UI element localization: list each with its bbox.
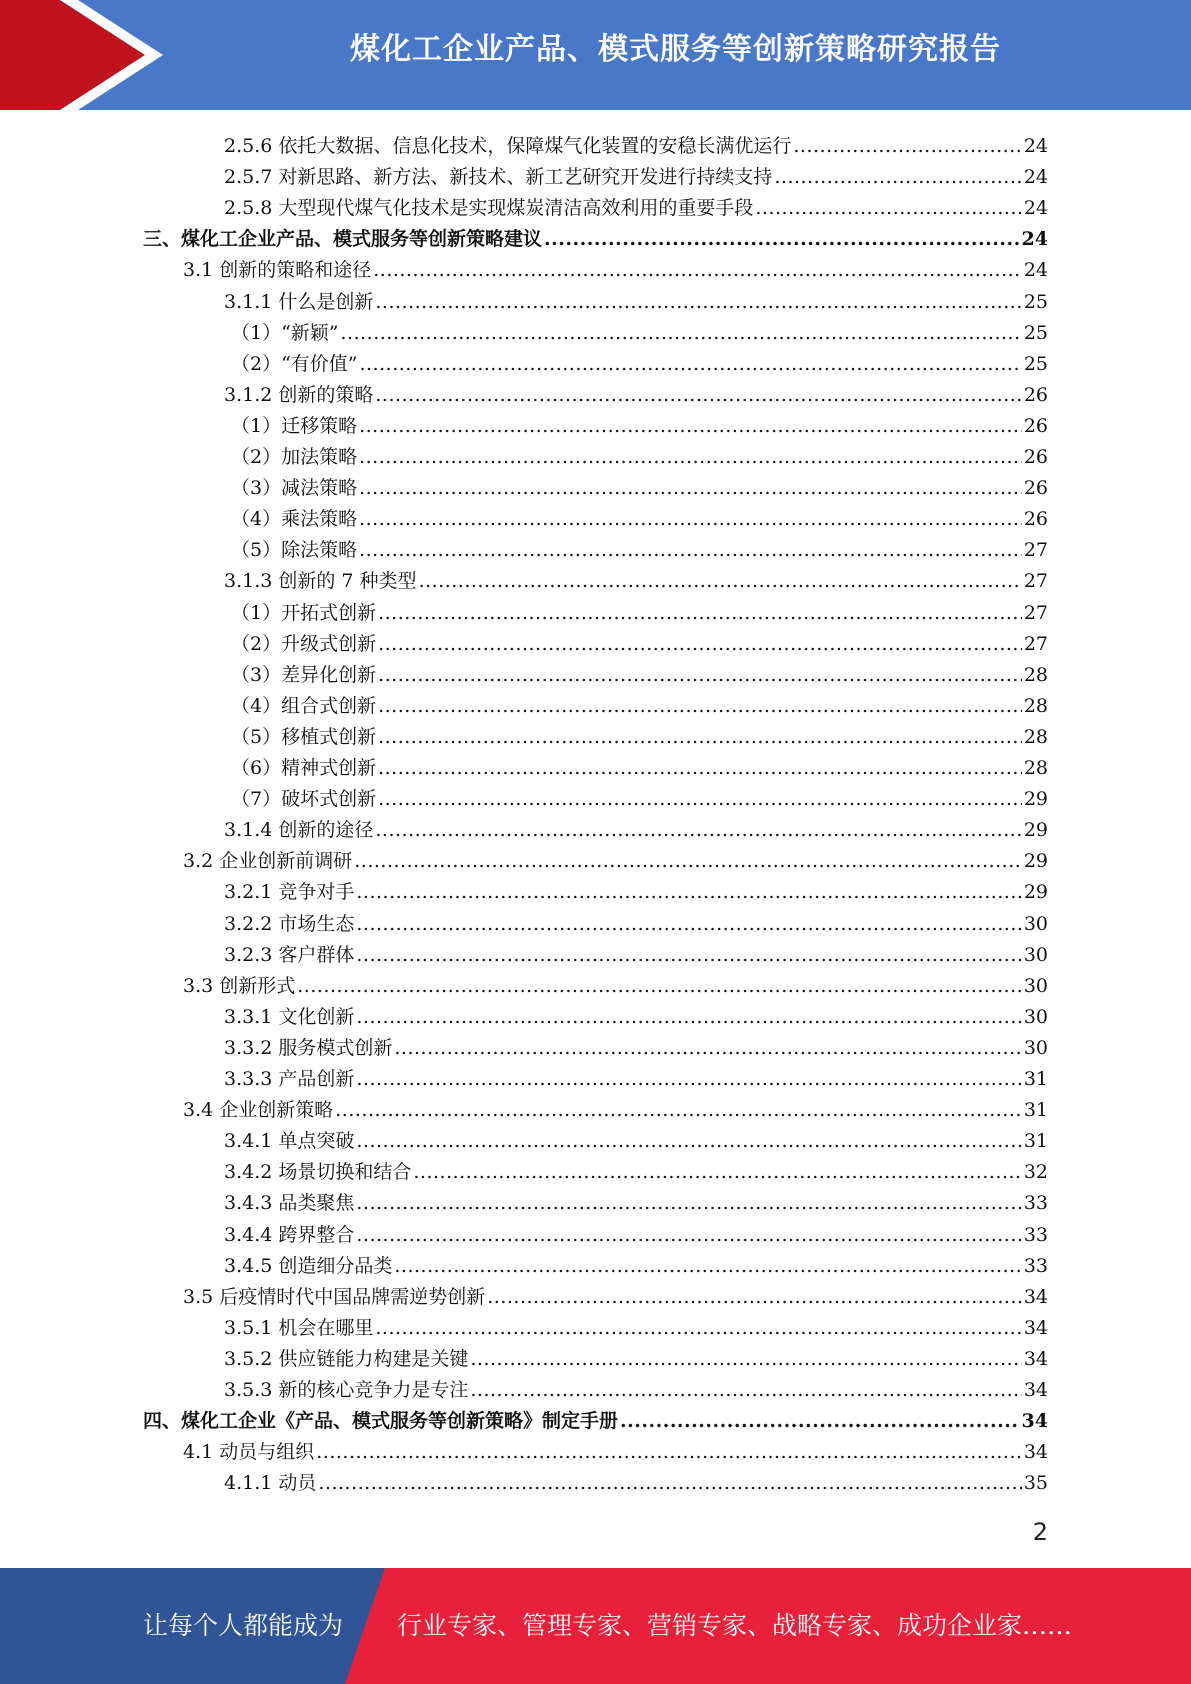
page-header [0,0,1191,110]
toc-dot-leader [774,165,1021,189]
toc-entry[interactable] [224,376,1048,407]
toc-entry-page: 26 [1023,414,1048,437]
toc-dot-leader [356,1191,1021,1215]
toc-dot-leader [793,134,1021,158]
toc-entry-label: （7）破坏式创新 [231,788,377,811]
toc-dot-leader [755,196,1021,220]
toc-entry-label: 3.4.1 单点突破 [224,1130,355,1153]
toc-entry-page: 34 [1023,1441,1048,1464]
toc-entry-page: 24 [1023,259,1048,282]
toc-entry-label: 3.1.4 创新的途径 [224,819,374,842]
toc-entry-label: （3）差异化创新 [231,663,377,686]
toc-entry-page: 30 [1023,943,1048,966]
toc-dot-leader [316,1440,1022,1464]
toc-dot-leader [341,321,1022,345]
toc-dot-leader [378,725,1022,749]
toc-entry-page: 29 [1023,881,1048,904]
toc-entry-label: 三、煤化工企业产品、模式服务等创新策略建议 [143,228,543,251]
toc-entry-label: （3）减法策略 [231,477,358,500]
toc-dot-leader [356,1223,1021,1247]
toc-entry[interactable] [231,314,1048,345]
toc-entry-page: 28 [1023,757,1048,779]
toc-entry[interactable] [231,407,1048,438]
toc-dot-leader [544,227,1020,251]
toc-entry-page: 25 [1023,321,1048,344]
toc-dot-leader [356,880,1021,904]
toc-entry[interactable] [183,1278,1048,1309]
toc-entry-page: 29 [1023,850,1048,873]
toc-entry[interactable] [224,1371,1048,1402]
toc-entry-page: 31 [1023,1130,1048,1153]
toc-entry[interactable] [183,251,1048,282]
toc-entry-page: 29 [1023,788,1048,811]
toc-entry-label: 2.5.7 对新思路、新方法、新技术、新工艺研究开发进行持续支持 [224,166,773,189]
toc-entry-page: 29 [1023,819,1048,842]
toc-entry-label: 3.3.2 服务模式创新 [224,1036,393,1059]
toc-dot-leader [394,1254,1021,1278]
toc-entry-page: 27 [1023,632,1048,655]
toc-dot-leader [375,1316,1021,1340]
toc-dot-leader [360,352,1022,376]
toc-entry-page: 28 [1023,663,1048,686]
toc-dot-leader [373,258,1022,282]
toc-entry-page: 27 [1023,539,1048,562]
toc-entry-label: 3.3.3 产品创新 [224,1068,355,1090]
toc-dot-leader [354,849,1022,873]
toc-entry-label: 3.5 后疫情时代中国品牌需逆势创新 [183,1285,486,1308]
toc-entry[interactable] [231,469,1048,500]
toc-entry-label: 3.2 企业创新前调研 [183,850,353,873]
toc-entry-page: 33 [1023,1223,1048,1246]
toc-entry-label: 3.5.3 新的核心竞争力是专注 [224,1379,469,1401]
toc-entry[interactable] [224,1060,1048,1091]
toc-entry[interactable] [224,1464,1048,1495]
toc-entry-label: 3.4.3 品类聚焦 [224,1192,355,1215]
toc-entry[interactable] [224,873,1048,904]
toc-dot-leader [359,476,1022,500]
toc-entry-label: 3.3 创新形式 [183,974,296,997]
toc-dot-leader [356,912,1021,936]
toc-entry-label: （5）除法策略 [231,539,358,562]
toc-entry[interactable] [224,562,1048,593]
toc-entry[interactable] [224,1309,1048,1340]
toc-entry[interactable] [224,189,1048,220]
toc-entry-label: 3.4 企业创新策略 [183,1099,334,1122]
toc-entry-label: （1）开拓式创新 [231,601,377,624]
toc-entry-page: 25 [1023,352,1048,375]
toc-entry-label: （6）精神式创新 [231,757,377,779]
toc-entry-label: 3.3.1 文化创新 [224,1005,355,1028]
toc-entry[interactable] [143,1402,1048,1433]
toc-dot-leader [359,507,1022,531]
toc-entry-label: 3.1.1 什么是创新 [224,290,374,313]
toc-dot-leader [394,1036,1021,1060]
toc-entry-label: 四、煤化工企业《产品、模式服务等创新策略》制定手册 [143,1410,619,1433]
toc-dot-leader [356,1067,1021,1091]
toc-entry-page: 24 [1021,228,1048,251]
toc-dot-leader [378,632,1022,656]
toc-entry-page: 34 [1023,1316,1048,1339]
toc-entry-page: 24 [1023,197,1048,220]
toc-entry-page: 30 [1023,974,1048,997]
toc-entry-label: （4）组合式创新 [231,694,377,717]
toc-entry-page: 31 [1023,1068,1048,1090]
footer-slogan-right: 行业专家、管理专家、营销专家、战略专家、成功企业家…… [397,1611,1073,1640]
toc-entry-page: 33 [1023,1192,1048,1215]
toc-entry[interactable] [224,936,1048,967]
toc-entry[interactable] [231,345,1048,376]
toc-entry-page: 28 [1023,725,1048,748]
toc-entry-page: 25 [1023,290,1048,313]
toc-entry[interactable] [231,780,1048,811]
toc-entry-page: 35 [1023,1472,1048,1495]
toc-dot-leader [318,1471,1021,1495]
toc-entry[interactable] [231,656,1048,687]
toc-entry-label: 3.1.2 创新的策略 [224,383,374,406]
toc-entry-label: （2）升级式创新 [231,632,377,655]
toc-dot-leader [470,1347,1021,1371]
toc-dot-leader [375,383,1021,407]
toc-entry-label: 3.4.4 跨界整合 [224,1223,355,1246]
toc-dot-leader [297,974,1022,998]
toc-entry-label: 3.2.1 竞争对手 [224,881,355,904]
toc-dot-leader [356,1005,1021,1029]
toc-entry-page: 34 [1023,1347,1048,1370]
toc-entry[interactable] [224,1153,1048,1184]
toc-entry-label: 3.1 创新的策略和途径 [183,259,372,282]
toc-entry-label: 3.1.3 创新的 7 种类型 [224,570,417,593]
toc-entry-label: 3.2.3 客户群体 [224,943,355,966]
toc-entry[interactable] [224,1340,1048,1371]
toc-entry[interactable] [224,127,1048,158]
toc-entry-label: 2.5.8 大型现代煤气化技术是实现煤炭清洁高效利用的重要手段 [224,197,754,220]
toc-dot-leader [356,943,1021,967]
toc-dot-leader [375,290,1021,314]
toc-dot-leader [359,445,1022,469]
toc-entry[interactable] [231,438,1048,469]
toc-entry-page: 32 [1023,1161,1048,1184]
toc-dot-leader [413,1160,1021,1184]
toc-entry-page: 26 [1023,477,1048,500]
toc-dot-leader [620,1409,1020,1433]
report-title: 煤化工企业产品、模式服务等创新策略研究报告 [350,32,1001,67]
toc-entry[interactable] [224,283,1048,314]
toc-dot-leader [470,1378,1021,1402]
toc-entry-page: 34 [1023,1379,1048,1401]
toc-entry[interactable] [231,594,1048,625]
page-number: 2 [1032,1518,1048,1546]
toc-entry-page: 30 [1023,1036,1048,1059]
toc-dot-leader [378,601,1022,625]
toc-entry[interactable] [183,842,1048,873]
toc-entry[interactable] [224,811,1048,842]
toc-dot-leader [378,694,1022,718]
toc-entry[interactable] [183,967,1048,998]
toc-entry[interactable] [224,905,1048,936]
toc-dot-leader [359,414,1022,438]
toc-dot-leader [378,663,1022,687]
toc-entry-page: 27 [1023,570,1048,593]
toc-entry-label: 3.4.2 场景切换和结合 [224,1161,412,1184]
toc-entry-label: （2）加法策略 [231,446,358,468]
toc-dot-leader [359,538,1022,562]
toc-entry-label: 4.1 动员与组织 [183,1441,315,1464]
toc-entry-page: 30 [1023,1005,1048,1028]
toc-entry-page: 30 [1023,912,1048,935]
toc-entry[interactable] [224,1184,1048,1215]
toc-entry-label: 3.4.5 创造细分品类 [224,1254,393,1277]
toc-dot-leader [487,1285,1022,1309]
toc-entry[interactable] [224,998,1048,1029]
toc-entry[interactable] [183,1433,1048,1464]
toc-entry-label: （5）移植式创新 [231,725,377,748]
toc-entry-page: 24 [1023,166,1048,189]
toc-entry[interactable] [224,1247,1048,1278]
toc-dot-leader [419,569,1022,593]
toc-entry-label: 3.5.2 供应链能力构建是关键 [224,1347,469,1370]
toc-entry[interactable] [224,1029,1048,1060]
toc-entry-page: 26 [1023,446,1048,468]
toc-entry[interactable] [231,625,1048,656]
toc-entry-label: 2.5.6 依托大数据、信息化技术，保障煤气化装置的安稳长满优运行 [224,135,792,157]
toc-entry-label: 4.1.1 动员 [224,1472,317,1495]
toc-entry-page: 33 [1023,1254,1048,1277]
toc-dot-leader [378,756,1022,780]
toc-entry-page: 34 [1021,1410,1048,1433]
toc-dot-leader [375,818,1021,842]
toc-entry[interactable] [224,1216,1048,1247]
toc-dot-leader [356,1129,1021,1153]
toc-entry-label: （4）乘法策略 [231,508,358,531]
toc-entry-label: （2）“有价值” [231,352,358,375]
toc-entry-page: 34 [1023,1285,1048,1308]
toc-entry-label: （1）“新颖” [231,321,339,344]
toc-entry[interactable] [224,1122,1048,1153]
toc-entry[interactable] [224,158,1048,189]
toc-entry[interactable] [231,718,1048,749]
toc-entry-label: 3.5.1 机会在哪里 [224,1316,374,1339]
toc-entry-page: 26 [1023,508,1048,531]
toc-dot-leader [335,1098,1022,1122]
toc-entry[interactable] [231,687,1048,718]
toc-entry-page: 31 [1023,1099,1048,1122]
toc-entry-label: 3.2.2 市场生态 [224,912,355,935]
toc-entry-page: 24 [1023,135,1048,157]
toc-entry-label: （1）迁移策略 [231,414,358,437]
page-footer [0,1568,1191,1684]
toc-entry[interactable] [231,531,1048,562]
toc-entry-page: 28 [1023,694,1048,717]
toc-entry[interactable] [183,1091,1048,1122]
toc-entry[interactable] [143,220,1048,251]
toc-entry-page: 27 [1023,601,1048,624]
toc-dot-leader [378,787,1022,811]
toc-entry-page: 26 [1023,383,1048,406]
footer-slogan-left: 让每个人都能成为 [143,1611,344,1640]
toc-entry[interactable] [231,500,1048,531]
toc-entry[interactable] [231,749,1048,780]
